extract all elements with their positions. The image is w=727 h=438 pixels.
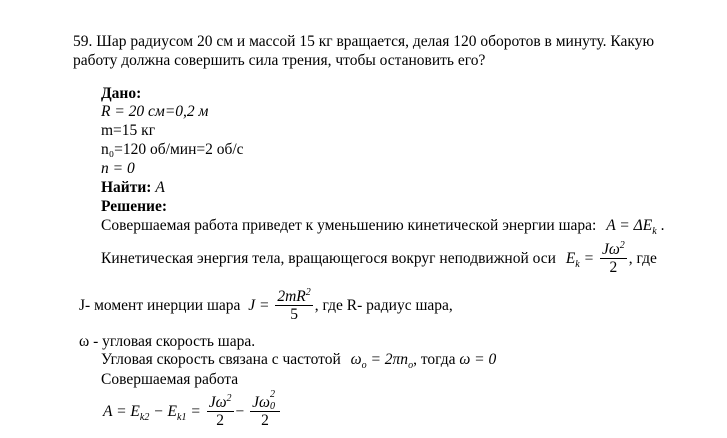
problem-line-1: 59. Шар радиусом 20 см и массой 15 кг вращается, делая 120 оборотов в минуту. Какую [73, 33, 655, 50]
final-text: Совершаемая работа [101, 371, 239, 388]
given-title: Дано: [101, 85, 142, 102]
inertia-row [79, 288, 453, 324]
final-minus: − [235, 403, 245, 420]
work-row [101, 217, 665, 238]
freq-row [101, 351, 497, 372]
kinetic-fraction: $\frac{J\omega^2}{2}$ [601, 240, 625, 277]
freq-formula: $\omega_o = 2\pi n_o$ [350, 351, 414, 372]
inertia-text: J- момент инерции шара [79, 297, 241, 314]
work-text: Совершаемая работа приведет к уменьшению кинетической энергии шара: [101, 217, 597, 234]
find-label: Найти: [101, 179, 152, 196]
kinetic-tail: , где [628, 250, 657, 267]
given-mass: m=15 кг [101, 122, 156, 139]
inertia-tail: , где R- радиус шара, [314, 297, 453, 314]
solution-title: Решение: [101, 198, 168, 215]
omega-row: ω - угловая скорость шара. [79, 333, 256, 350]
given-final-frequency: n = 0 [101, 160, 135, 177]
final-fraction-2: Jω 2 0 2 [250, 394, 280, 430]
find-value: A [155, 179, 165, 196]
final-formula [103, 389, 282, 430]
kinetic-lhs: $E_k$ = [565, 250, 595, 271]
inertia-fraction: $\frac{2mR^2}{5}$ [277, 287, 311, 324]
find-row [101, 179, 165, 197]
inertia-lhs: J = [248, 297, 270, 314]
final-fraction-1: $\frac{J\omega^2}{2}$ [208, 393, 232, 430]
kinetic-text: Кинетическая энергия тела, вращающегося вокруг неподвижной оси [101, 250, 556, 267]
work-formula: $A = \Delta E_k$ [606, 217, 657, 238]
work-period: . [660, 217, 665, 234]
final-lhs: $A = E_{k2} - E_{k1}$ = [103, 403, 201, 424]
given-frequency: n₀=120 об/мин=2 об/с [101, 141, 244, 158]
given-radius: R = 20 см=0,2 м [101, 103, 209, 120]
problem-line-2: работу должна совершить сила трения, чтобы остановить его? [73, 52, 486, 69]
freq-zero: ω = 0 [459, 351, 497, 368]
freq-tail: , тогда [413, 351, 456, 368]
freq-text: Угловая скорость связана с частотой [101, 351, 341, 368]
kinetic-row [101, 241, 657, 277]
